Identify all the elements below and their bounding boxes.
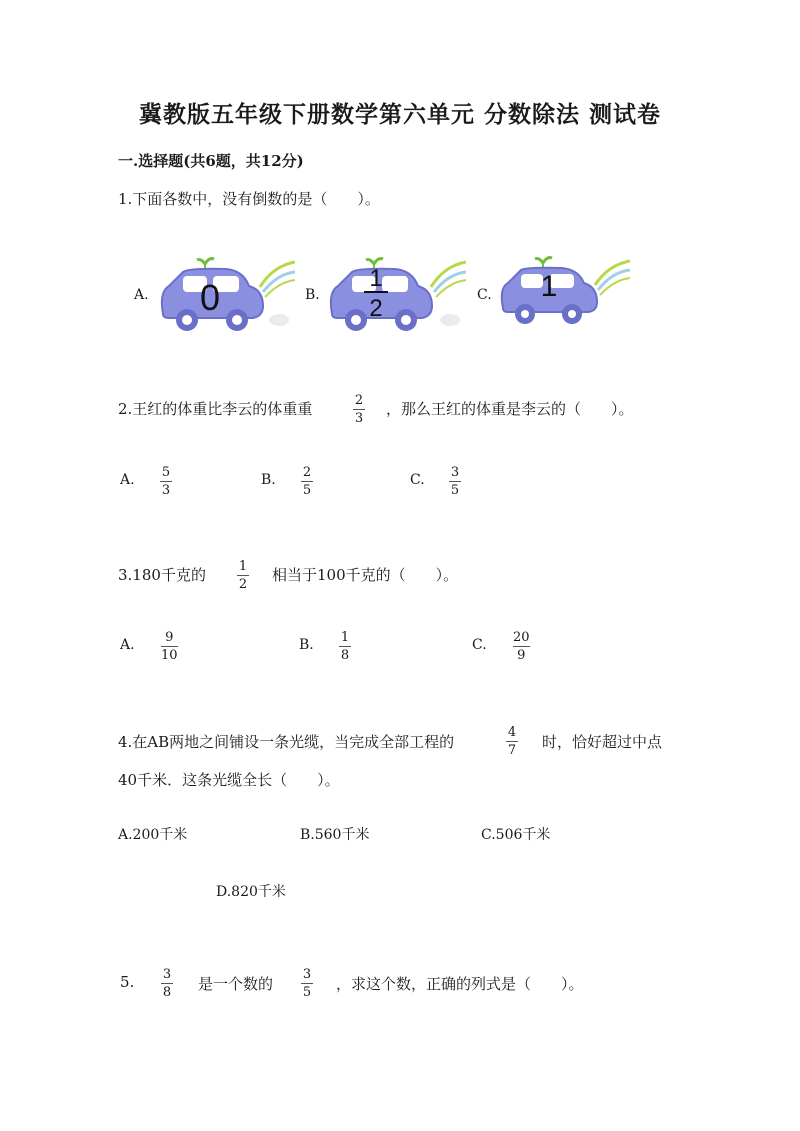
q4-option-d: D.820千米 [216, 884, 286, 900]
fraction-numerator: 9 [165, 630, 174, 645]
fraction-denominator: 2 [238, 577, 248, 592]
page-title: 冀教版五年级下册数学第六单元 分数除法 测试卷 [138, 101, 661, 128]
fraction-numerator: 1 [340, 630, 350, 645]
question-2-stem-b: ，那么王红的体重是李云的（ ）。 [386, 400, 634, 418]
q2-option-b-fraction [301, 465, 313, 498]
question-4-fraction [506, 725, 518, 758]
question-4-stem-c: 40千米．这条光缆全长（ ）。 [118, 771, 340, 789]
question-5-fraction-2 [301, 967, 313, 1000]
fraction-denominator: 7 [507, 743, 517, 758]
q4-option-b: B.560千米 [300, 827, 370, 843]
question-5-stem-b: 是一个数的 [198, 975, 274, 993]
question-4-stem-a: 4.在AB两地之间铺设一条光缆，当完成全部工程的 [118, 733, 455, 751]
fraction-denominator: 8 [162, 985, 172, 1000]
question-3-fraction [237, 559, 249, 592]
q2-option-b-label: B. [261, 472, 276, 488]
q1-option-c-label: C. [477, 287, 492, 303]
car-c-image [495, 252, 630, 328]
q2-option-a-label: A. [120, 472, 135, 488]
question-5-stem-a: 5. [120, 973, 135, 991]
car-a-image [155, 252, 295, 334]
fraction-numerator: 3 [162, 967, 172, 982]
section-heading: 一.选择题(共6题，共12分) [118, 152, 304, 170]
fraction-numerator: 5 [161, 465, 171, 480]
fraction-numerator: 2 [354, 393, 364, 408]
question-3-stem-a: 3.180千克的 [118, 566, 206, 584]
sprout-icon [197, 259, 214, 264]
fraction-denominator: 8 [340, 648, 350, 663]
car-c-number: 1 [540, 270, 558, 303]
fraction-numerator: 1 [238, 559, 248, 574]
q3-option-c-label: C. [472, 637, 487, 653]
car-b-denominator: 2 [369, 295, 383, 322]
fraction-numerator: 3 [450, 465, 460, 480]
fraction-numerator: 2 [302, 465, 312, 480]
question-1-stem: 1.下面各数中，没有倒数的是（ ）。 [118, 190, 380, 208]
fraction-denominator: 5 [450, 483, 460, 498]
q3-option-b-fraction [339, 630, 351, 663]
question-5-stem-c: ，求这个数，正确的列式是（ ）。 [336, 975, 584, 993]
car-b-image [324, 252, 466, 334]
q2-option-a-fraction [160, 465, 172, 498]
car-b-numerator: 1 [369, 265, 383, 292]
question-4-stem-b: 时，恰好超过中点 [542, 733, 663, 751]
car-a-number: 0 [199, 277, 221, 318]
q1-option-b-label: B. [305, 287, 320, 303]
fraction-denominator: 9 [517, 648, 526, 663]
question-2-stem-a: 2.王红的体重比李云的体重重 [118, 400, 313, 418]
fraction-numerator: 20 [513, 630, 530, 645]
q1-option-a-label: A. [134, 287, 149, 303]
fraction-numerator: 4 [507, 725, 517, 740]
q2-option-c-fraction [449, 465, 461, 498]
speed-lines-icon [595, 261, 630, 295]
fraction-denominator: 10 [161, 648, 178, 663]
question-5-fraction-1 [161, 967, 173, 1000]
sprout-icon [535, 258, 552, 263]
fraction-denominator: 5 [302, 483, 312, 498]
fraction-denominator: 3 [354, 411, 364, 426]
q4-option-c: C.506千米 [481, 827, 551, 843]
q3-option-c-fraction [513, 630, 530, 663]
fraction-numerator: 3 [302, 967, 312, 982]
q3-option-a-fraction [161, 630, 178, 663]
fraction-denominator: 3 [161, 483, 171, 498]
speed-lines-icon [431, 262, 466, 297]
q3-option-b-label: B. [299, 637, 314, 653]
q2-option-c-label: C. [410, 472, 425, 488]
question-2-fraction [353, 393, 365, 426]
question-3-stem-b: 相当于100千克的（ ）。 [272, 566, 459, 584]
sprout-icon [366, 259, 383, 264]
fraction-denominator: 5 [302, 985, 312, 1000]
q4-option-a: A.200千米 [118, 827, 188, 843]
speed-lines-icon [260, 262, 295, 297]
q3-option-a-label: A. [120, 637, 135, 653]
